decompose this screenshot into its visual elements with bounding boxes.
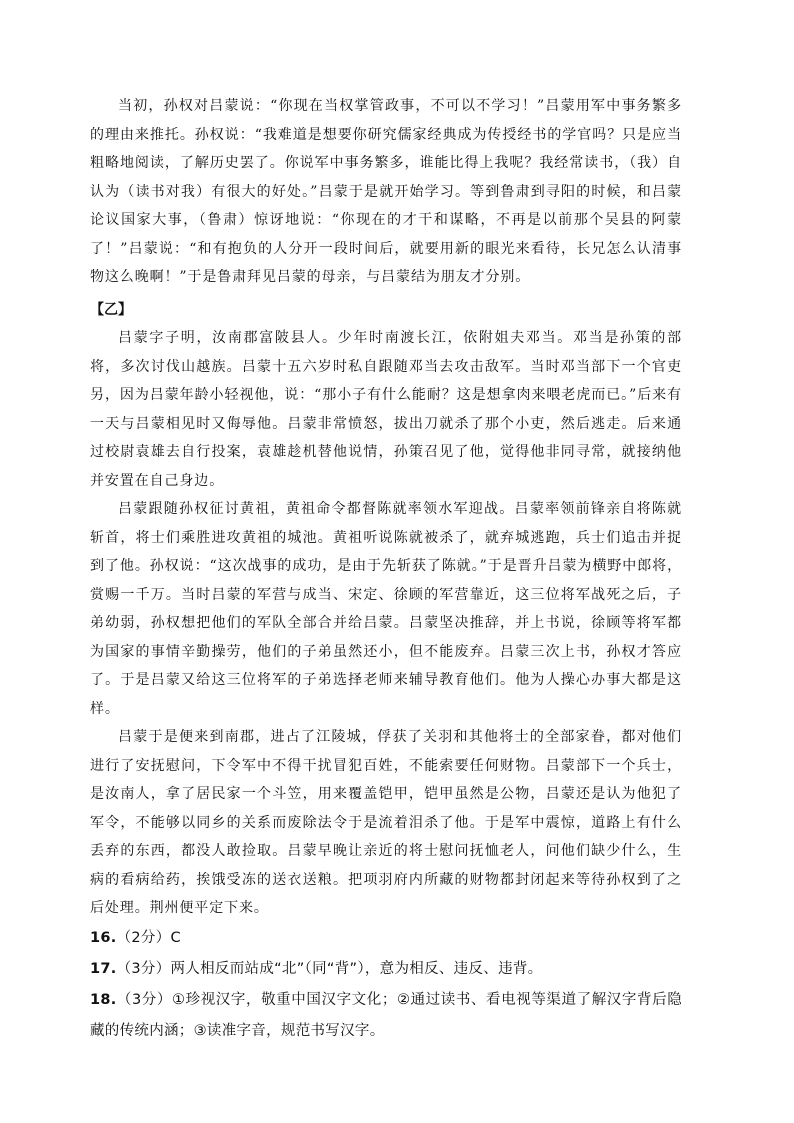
passage-yi-paragraph-2: 吕蒙跟随孙权征讨黄祖，黄祖命令都督陈就率领水军迎战。吕蒙率领前锋亲自将陈就斩首，将士们乘胜进攻黄祖的城池。黄祖听说陈就被杀了，就弃城逃跑，兵士们追击并捉到了他。孙权说：“这次战事的成功，是由于先斩获了陈就。”于是晋升吕蒙为横野中郎将，赏赐一千万。当时吕蒙的军营与成当、宋定、徐顾的军营靠近，这三位将军战死之后，子弟幼弱，孙权想把他们的军队全部合并给吕蒙。吕蒙坚决推辞，并上书说，徐顾等将军都为国家的事情辛勤操劳，他们的子弟虽然还小，但不能废弃。吕蒙三次上书，孙权才答应了。于是吕蒙又给这三位将军的子弟选择老师来辅导教育他们。他为人操心办事大都是这样。 <box>90 501 682 717</box>
answer-list <box>90 923 682 1047</box>
answer-item <box>90 985 682 1047</box>
answer-item <box>90 923 682 954</box>
passage-yi-paragraph-1: 吕蒙字子明，汝南郡富陂县人。少年时南渡长江，依附姐夫邓当。邓当是孙策的部将，多次讨伐山越族。吕蒙十五六岁时私自跟随邓当去攻击敌军。当时邓当部下一个官吏另，因为吕蒙年龄小轻视他，说：“那小子有什么能耐？这是想拿肉来喂老虎而已。”后来有一天与吕蒙相见时又侮辱他。吕蒙非常愤怒，拔出刀就杀了那个小吏，然后逃走。后来通过校尉袁雄去自行投案，袁雄趁机替他说情，孙策召见了他，觉得他非同寻常，就接纳他并安置在自己身边。 <box>90 330 682 489</box>
passage-yi-paragraph-3: 吕蒙于是便来到南郡，进占了江陵城，俘获了关羽和其他将士的全部家眷，都对他们进行了安抚慰问，下令军中不得干扰冒犯百姓，不能索要任何财物。吕蒙部下一个兵士，是汝南人，拿了居民家一个斗笠，用来覆盖铠甲，铠甲虽然是公物，吕蒙还是认为他犯了军令，不能够以同乡的关系而废除法令于是流着泪杀了他。于是军中震惊，道路上有什么丢弃的东西，都没人敢捡取。吕蒙早晚让亲近的将士慰问抚恤老人，问他们缺少什么，生病的看病给药，挨饿受冻的送衣送粮。把项羽府内所藏的财物都封闭起来等待孙权到了之后处理。荆州便平定下来。 <box>90 729 682 916</box>
answer-number: 17. <box>90 960 117 977</box>
answer-number: 18. <box>90 991 117 1008</box>
answer-number: 16. <box>90 929 117 946</box>
passage-jia-translation-end: 当初，孙权对吕蒙说：“你现在当权掌管政事，不可以不学习！”吕蒙用军中事务繁多的理由来推托。孙权说：“我难道是想要你研究儒家经典成为传授经书的学官吗？只是应当粗略地阅读，了解历史罢了。你说军中事务繁多，谁能比得上我呢？我经常读书，（我）自认为（读书对我）有很大的好处。”吕蒙于是就开始学习。等到鲁肃到寻阳的时候，和吕蒙论议国家大事，（鲁肃）惊讶地说：“你现在的才干和谋略，不再是以前那个吴县的阿蒙了！”吕蒙说：“和有抱负的人分开一段时间后，就要用新的眼光来看待，长兄怎么认清事物这么晚啊！”于是鲁肃拜见吕蒙的母亲，与吕蒙结为朋友才分别。 <box>90 98 682 285</box>
answer-text: （3分）两人相反而站成“北”（同“背”），意为相反、违反、违背。 <box>116 960 543 977</box>
section-label-yi: 【乙】 <box>90 301 132 318</box>
answer-text: （3分）①珍视汉字，敬重中国汉字文化；②通过读书、看电视等渠道了解汉字背后隐藏的传统内涵；③读准字音，规范书写汉字。 <box>90 991 682 1039</box>
answer-text: （2分）C <box>116 929 181 946</box>
answer-item <box>90 954 682 985</box>
